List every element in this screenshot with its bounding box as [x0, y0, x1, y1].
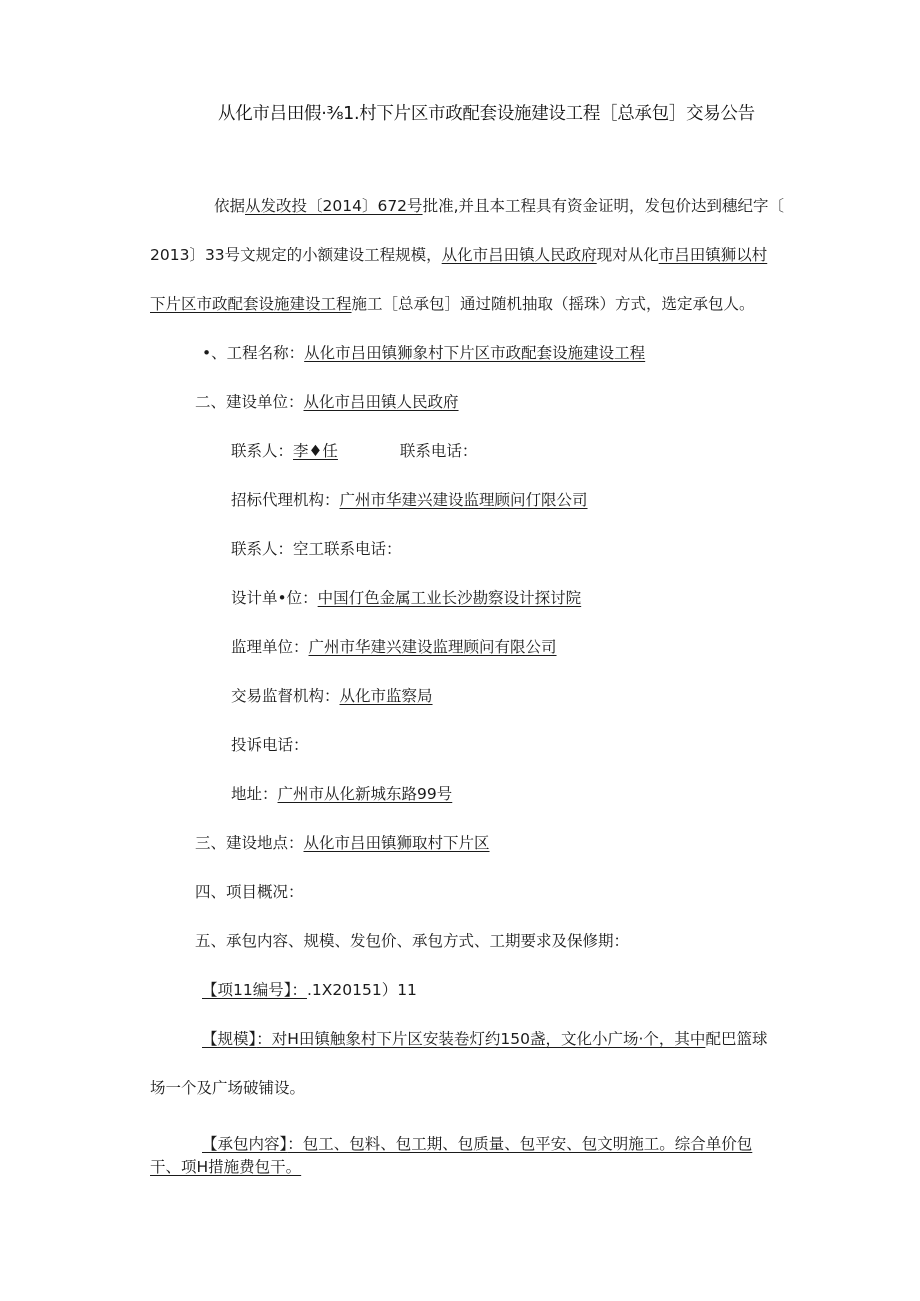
phone-label: 联系电话：	[399, 442, 478, 460]
contract-scope-label: 五、承包内容、规模、发包价、承包方式、工期要求及保修期：	[195, 932, 630, 950]
agency-label: 招标代理机构：	[231, 491, 340, 509]
owner-label: 二、建设单位：	[195, 393, 304, 411]
page-title: 从化市吕田假·⅜1.村下片区市政配套设施建设工程［总承包］交易公告	[218, 104, 755, 124]
project-name-row	[202, 342, 645, 364]
intro-text: 批准,并且本工程具有资金证明，发包价达到穗纪字〔	[422, 197, 784, 215]
scale-line-1	[202, 1028, 767, 1050]
scale-line-2	[150, 1077, 305, 1099]
intro-text: 依据	[214, 197, 246, 215]
project-name-part: 下片区市政配套设施建设工程	[150, 295, 352, 313]
intro-text: 现对从化	[596, 246, 659, 264]
agency-contact-row	[231, 538, 402, 560]
intro-text: 施工［总承包］通过随机抽取（摇珠）方式，选定承包人。	[351, 295, 755, 313]
scale-text: 场一个及广场破铺设。	[150, 1079, 306, 1097]
design-value: 中国仃色金属工业长沙勘察设计探讨院	[317, 589, 582, 607]
contract-content-line-2	[150, 1156, 301, 1178]
project-number-row	[202, 979, 417, 1001]
contact-value: 李♦任	[293, 442, 338, 460]
design-label: 设计单•位：	[231, 589, 318, 607]
location-row	[195, 832, 490, 854]
project-name-value: 从化市吕田镇狮象村下片区市政配套设施建设工程	[304, 344, 646, 362]
overview-row	[195, 881, 304, 903]
oversight-label: 交易监督机构：	[231, 687, 340, 705]
owner-name: 从化市吕田镇人民政府	[441, 246, 597, 264]
oversight-row	[231, 685, 433, 707]
supervision-value: 广州市华建兴建设监理顾问有限公司	[308, 638, 557, 656]
contract-content-text: 干、项H措施费包干。	[150, 1158, 302, 1176]
contract-content-text: ：包工、包料、包工期、包质量、包平安、包文明施工。综合单价包	[287, 1135, 753, 1153]
intro-text: 2013〕33号文规定的小额建设工程规模，	[150, 246, 442, 264]
complaint-row	[231, 734, 309, 756]
agency-contact-label: 联系人：空工联系电话：	[231, 540, 402, 558]
overview-label: 四、项目概况：	[195, 883, 304, 901]
design-row	[231, 587, 581, 609]
scale-text: ：对H田镇触象村下片区安装卷灯约150盏，文化小广场·个，其中	[256, 1030, 706, 1048]
contact-label: 联系人：	[231, 442, 294, 460]
address-value: 广州市从化新城东路99号	[277, 785, 453, 803]
project-name-part: 市吕田镇狮以村	[658, 246, 768, 264]
oversight-value: 从化市监察局	[339, 687, 433, 705]
intro-line-1	[214, 195, 784, 217]
contract-content-line-1	[202, 1133, 752, 1155]
owner-row	[195, 391, 459, 413]
owner-value: 从化市吕田镇人民政府	[303, 393, 459, 411]
project-number-value: .1X20151）11	[306, 981, 417, 999]
project-number-label: 【项11编号】：	[202, 981, 307, 999]
contract-scope-heading	[195, 930, 629, 952]
intro-line-2	[150, 244, 767, 266]
address-row	[231, 783, 452, 805]
supervision-row	[231, 636, 557, 658]
approval-doc-number: 从发改投〔2014〕672号	[245, 197, 423, 215]
project-name-label: •、工程名称：	[202, 344, 305, 362]
scale-text: 配巴篮球	[705, 1030, 768, 1048]
agency-value: 广州市华建兴建设监理顾问仃限公司	[339, 491, 588, 509]
location-label: 三、建设地点：	[195, 834, 304, 852]
complaint-label: 投诉电话：	[231, 736, 309, 754]
intro-line-3	[150, 293, 755, 315]
address-label: 地址：	[231, 785, 278, 803]
contract-content-label: 【承包内容】	[202, 1135, 288, 1153]
owner-contact-row	[231, 440, 477, 462]
agency-row	[231, 489, 588, 511]
location-value: 从化市吕田镇狮取村下片区	[303, 834, 490, 852]
scale-label: 【规模】	[202, 1030, 257, 1048]
supervision-label: 监理单位：	[231, 638, 309, 656]
